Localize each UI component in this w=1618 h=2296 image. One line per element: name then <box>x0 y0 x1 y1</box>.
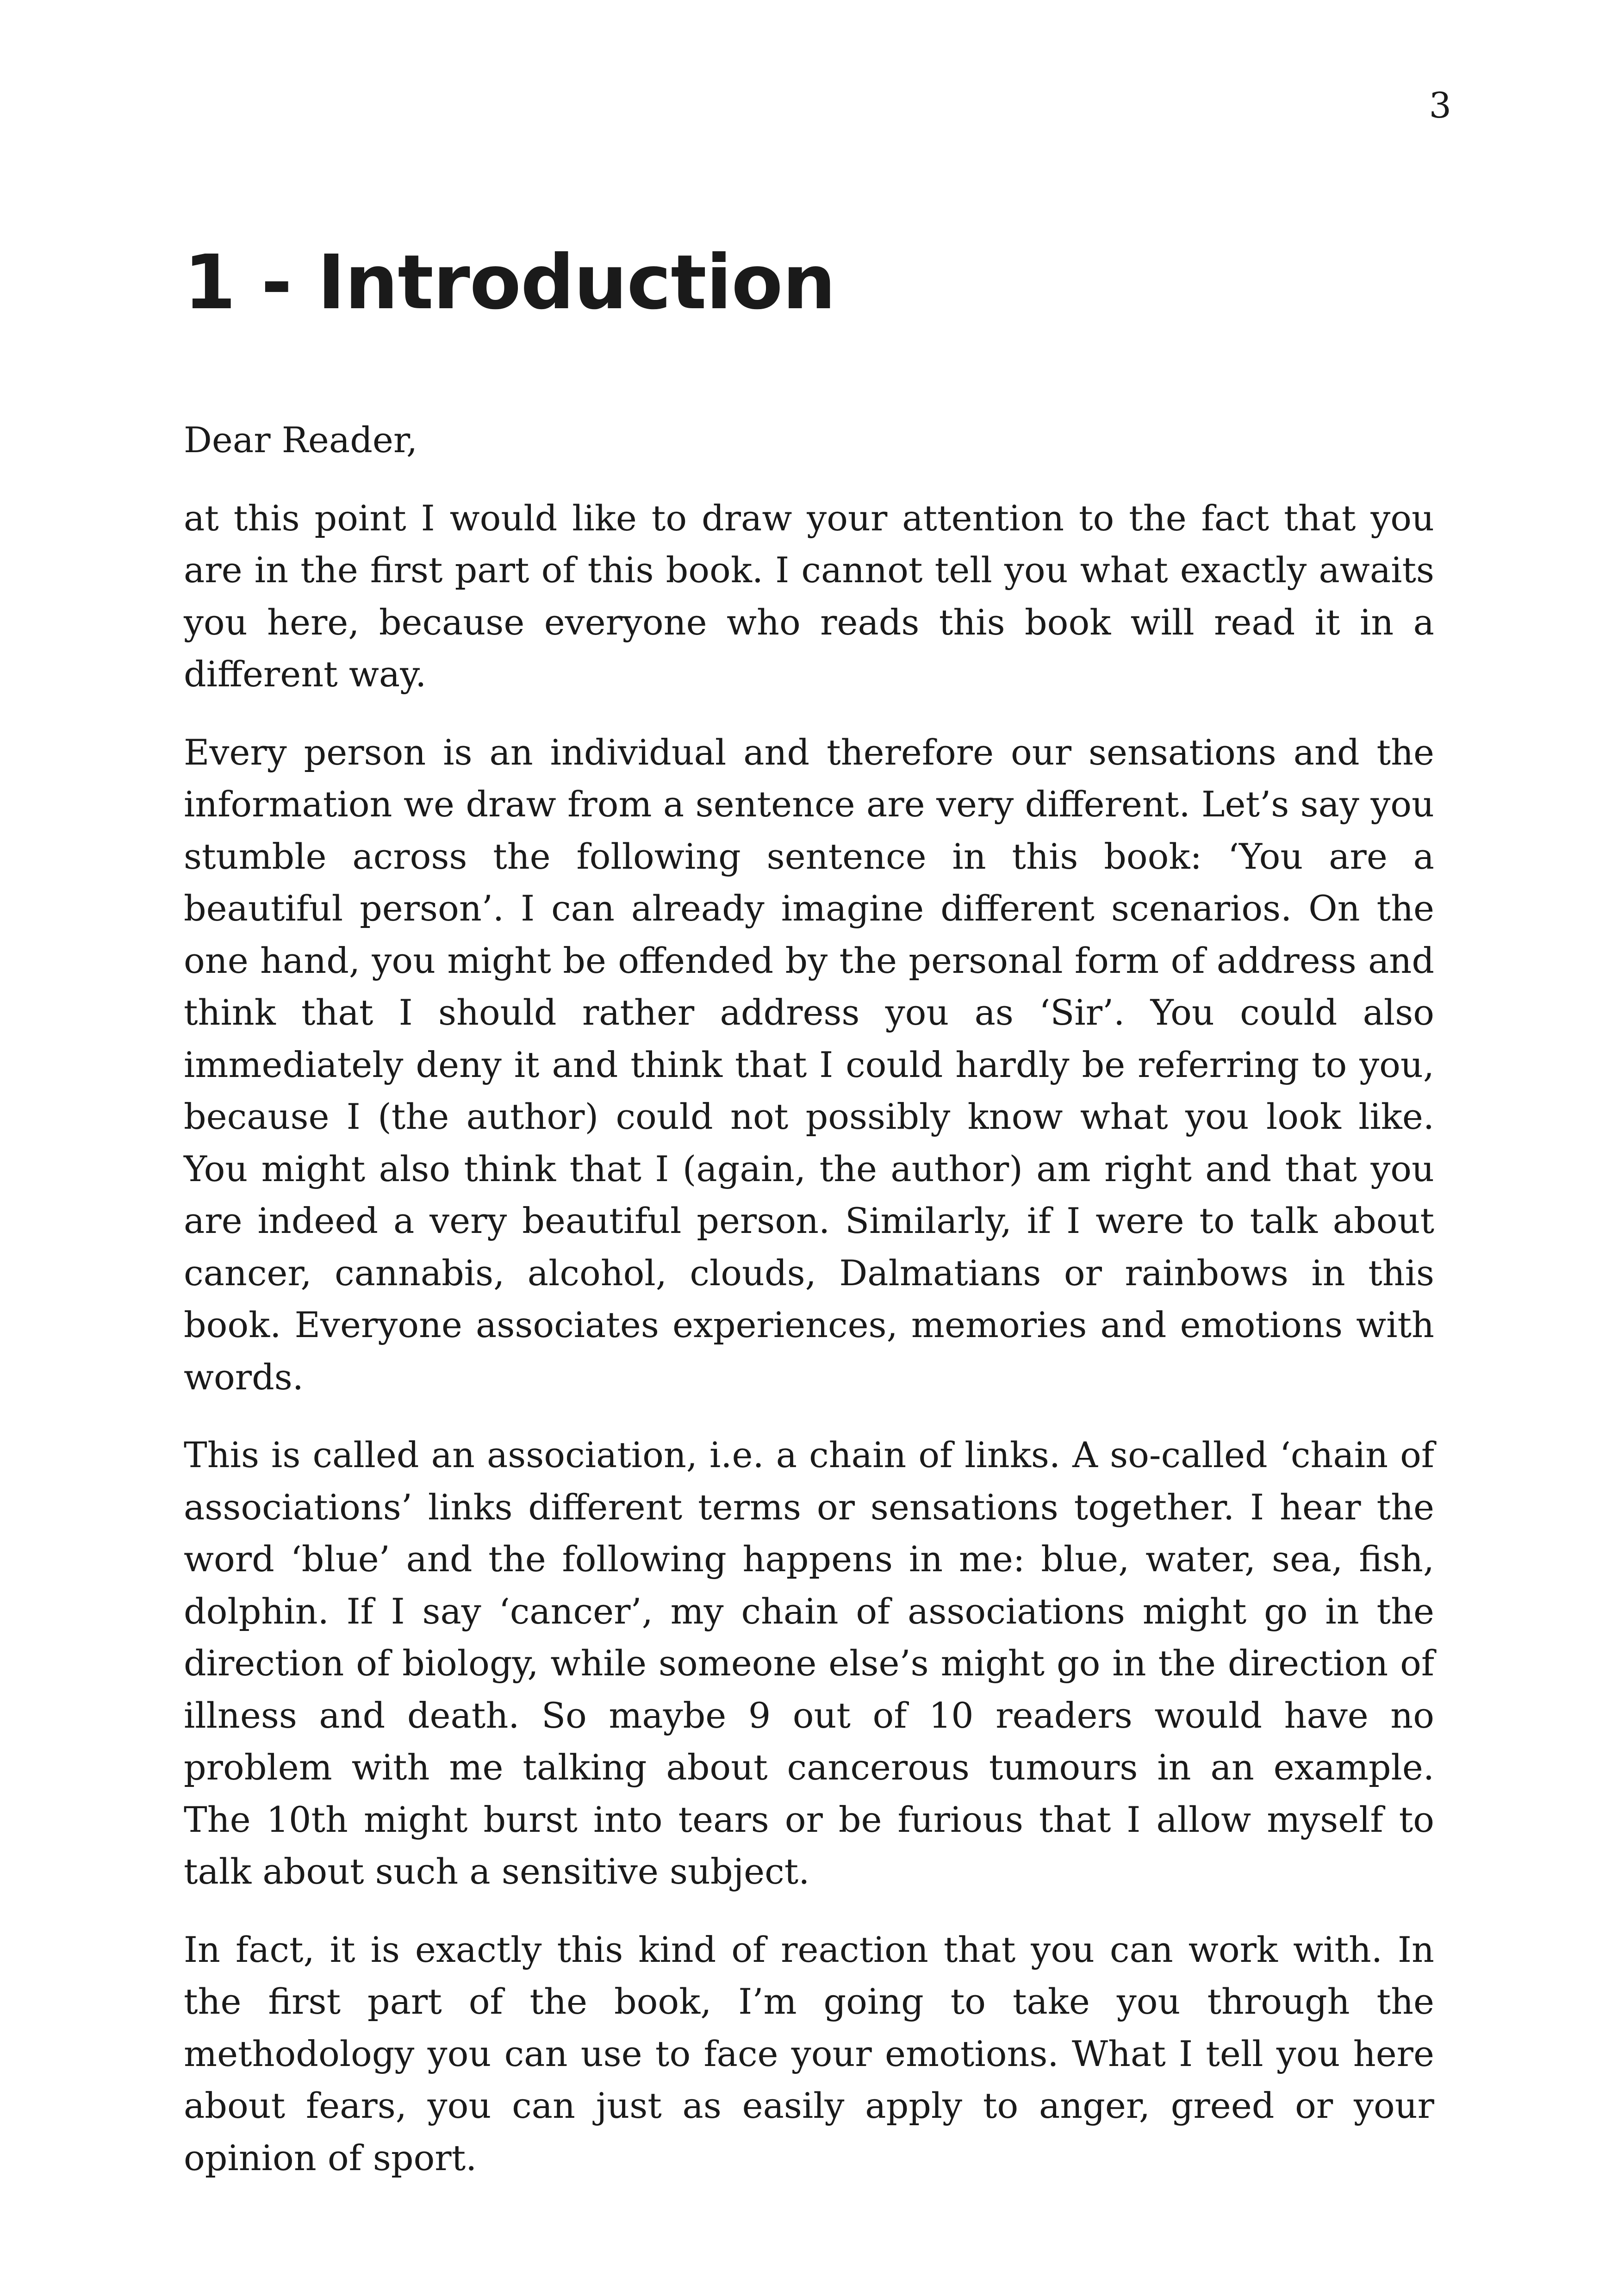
paragraph-3: This is called an association, i.e. a chain of links. A so-called ‘chain of associations’ links different terms or sensations together. I hear the word ‘blue’ and the following happens in me: blue, water, sea, fish, dolphin. If I say ‘cancer’, my chain of associations might go in the direction of biology, while someone else’s might go in the direction of illness and death. So maybe 9 out of 10 readers would have no problem with me talking about cancerous tumours in an example. The 10th might burst into tears or be furious that I allow myself to talk about such a sensitive subject. <box>184 1434 1434 1892</box>
paragraph-2: Every person is an individual and therefore our sensations and the information we draw from a sentence are very different. Let’s say you stumble across the following sentence in this book: ‘You are a beautiful person’. I can already imagine different scenarios. On the one hand, you might be offended by the personal form of address and think that I should rather address you as ‘Sir’. You could also immediately deny it and think that I could hardly be referring to you, because I (the author) could not possibly know what you look like. You might also think that I (again, the author) am right and that you are indeed a very beautiful person. Similarly, if I were to talk about cancer, cannabis, alcohol, clouds, Dalmatians or rainbows in this book. Everyone associates experiences, memories and emotions with words. <box>184 731 1434 1398</box>
body-text <box>184 414 1434 2210</box>
paragraph-1: at this point I would like to draw your attention to the fact that you are in the first part of this book. I cannot tell you what exactly awaits you here, because everyone who reads this book will read it in a different way. <box>184 497 1434 695</box>
paragraph-4: In fact, it is exactly this kind of reaction that you can work with. In the first part of the book, I’m going to take you through the methodology you can use to face your emotions. What I tell you here about fears, you can just as easily apply to anger, greed or your opinion of sport. <box>184 1929 1434 2178</box>
page-number: 3 <box>1429 85 1451 126</box>
salutation: Dear Reader, <box>184 419 417 460</box>
chapter-title: 1 - Introduction <box>184 239 835 326</box>
